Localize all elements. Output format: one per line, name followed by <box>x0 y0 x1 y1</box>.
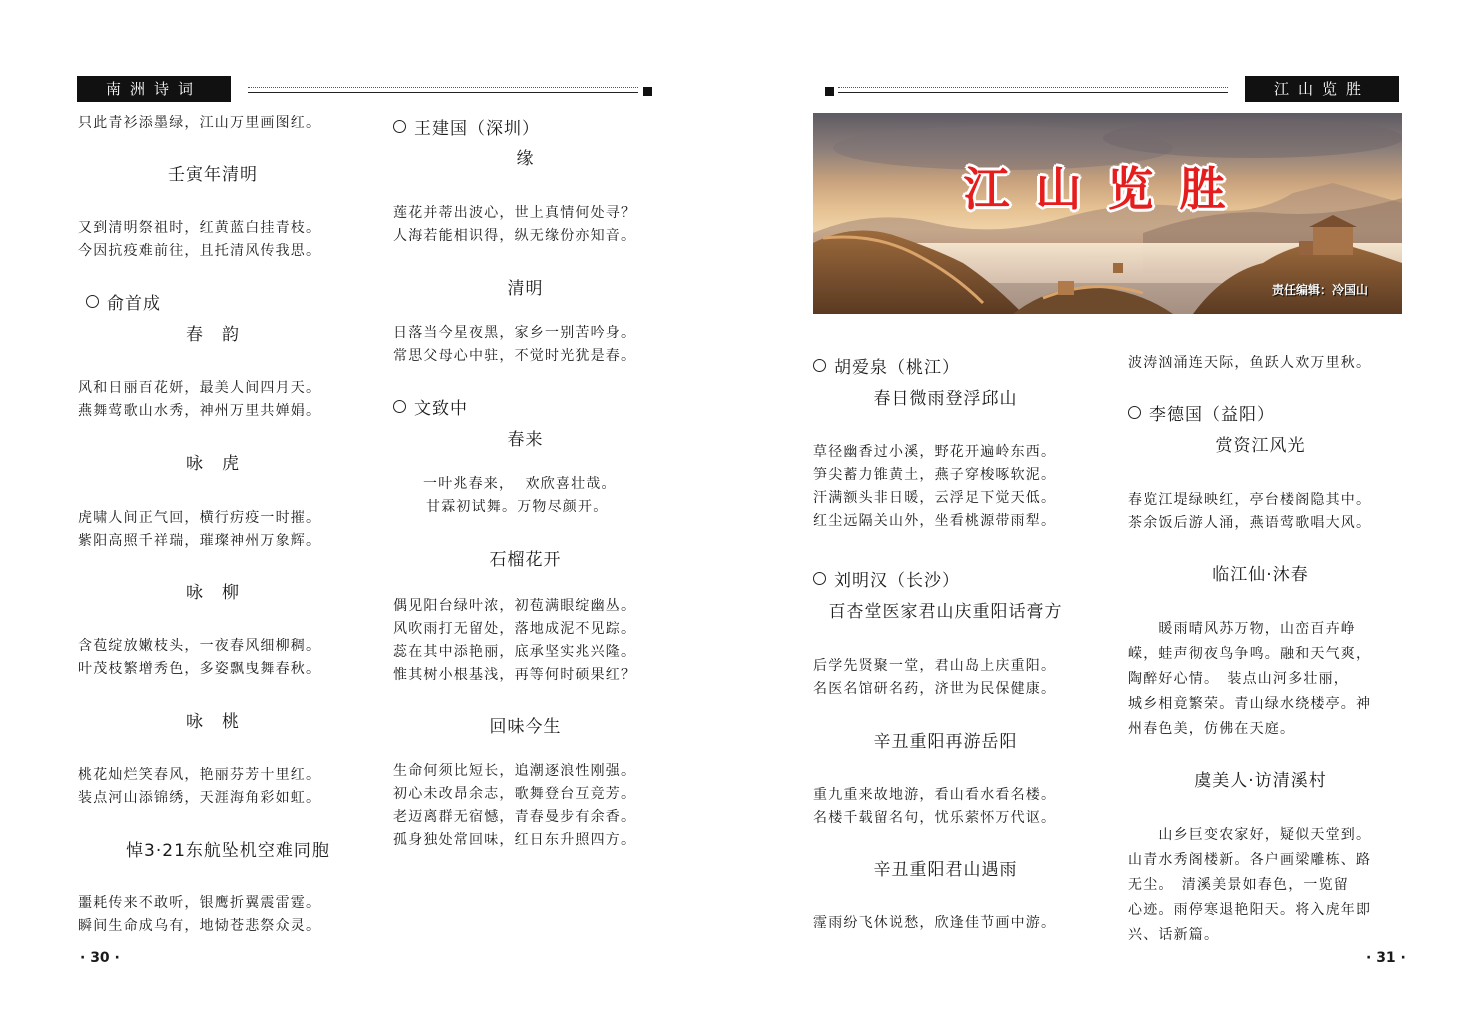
author-line <box>813 353 960 378</box>
author-name: 李德国（益阳） <box>1149 405 1275 425</box>
poem-line: 蕊在其中添艳丽，底承坚实兆兴隆。 <box>393 644 637 660</box>
poem-line: 陶醉好心情。 装点山河多壮丽， <box>1128 671 1349 687</box>
banner-image <box>813 113 1402 314</box>
author-line <box>393 114 540 139</box>
poem-line: 后学先贤聚一堂，君山岛上庆重阳。 <box>813 658 1057 674</box>
poem-title: 咏 桃 <box>186 712 240 732</box>
author-line <box>393 394 468 419</box>
poem-line: 嵘，蛙声彻夜鸟争鸣。融和天气爽， <box>1128 646 1372 662</box>
left-header-dotted-rule <box>248 87 638 88</box>
poem-line: 孤身独处常回味，红日东升照四方。 <box>393 832 637 848</box>
right-header-tag: 江山览胜 <box>1245 76 1399 102</box>
poem-title: 辛丑重阳君山遇雨 <box>873 860 1018 880</box>
poem-title: 咏 柳 <box>186 583 240 603</box>
page-number: · 31 · <box>1366 950 1406 966</box>
poem-line: 燕舞莺歌山水秀，神州万里共婵娟。 <box>78 403 322 419</box>
poem-line: 老迈离群无宿憾，青春曼步有余香。 <box>393 809 637 825</box>
poem-line: 瞬间生命成乌有，地恸苍悲祭众灵。 <box>78 918 322 934</box>
poem-line: 紫阳高照千祥瑞，璀璨神州万象辉。 <box>78 533 322 549</box>
banner-editor-credit: 责任编辑：冷国山 <box>1271 283 1368 297</box>
poem-line: 茶余饭后游人涌，燕语莺歌唱大风。 <box>1128 515 1372 531</box>
poem-line: 今因抗疫难前往，且托清风传我思。 <box>78 243 322 259</box>
author-name: 俞首成 <box>107 294 161 314</box>
circle-bullet-icon <box>86 295 99 308</box>
poem-line: 城乡相竟繁荣。青山绿水绕楼亭。神 <box>1128 696 1372 712</box>
right-header-square <box>825 87 834 96</box>
poem-line: 笋尖蓄力锥黄土，燕子穿梭啄软泥。 <box>813 467 1057 483</box>
poem-line: 红尘远隔关山外，坐看桃源带雨犁。 <box>813 513 1057 529</box>
left-header-rule <box>248 92 638 93</box>
poem-line: 名楼千载留名句，忧乐萦怀万代讴。 <box>813 810 1057 826</box>
poem-title: 缘 <box>516 149 535 169</box>
poem-title: 辛丑重阳再游岳阳 <box>873 732 1018 752</box>
circle-bullet-icon <box>1128 406 1141 419</box>
poem-title: 临江仙·沐春 <box>1212 565 1309 585</box>
poem-line: 常思父母心中驻，不觉时光犹是春。 <box>393 348 637 364</box>
poem-line: 噩耗传来不敢听，银鹰折翼震雷霆。 <box>78 895 322 911</box>
poem-line: 生命何须比短长，追潮逐浪性刚强。 <box>393 763 637 779</box>
poem-line: 汗满额头非日暖，云浮足下觉天低。 <box>813 490 1057 506</box>
poem-line: 名医名馆研名药，济世为民保健康。 <box>813 681 1057 697</box>
poem-line: 叶茂枝繁增秀色，多姿飘曳舞春秋。 <box>78 661 322 677</box>
poem-title: 春来 <box>507 430 544 450</box>
circle-bullet-icon <box>813 572 826 585</box>
poem-line: 春览江堤绿映红，亭台楼阁隐其中。 <box>1128 492 1372 508</box>
author-name: 刘明汉（长沙） <box>834 571 960 591</box>
poem-line: 州春色美，仿佛在天庭。 <box>1128 721 1296 737</box>
poem-title: 回味今生 <box>489 717 562 737</box>
poem-line: 莲花并蒂出波心，世上真情何处寻？ <box>393 205 637 221</box>
poem-line: 甘霖初试舞。万物尽颜开。 <box>426 499 609 515</box>
poem-line: 霪雨纷飞休说愁，欣逢佳节画中游。 <box>813 915 1057 931</box>
poem-line: 兴、话新篇。 <box>1128 927 1220 943</box>
author-line <box>86 289 161 314</box>
poem-title: 虞美人·访清溪村 <box>1194 771 1327 791</box>
poem-line: 含苞绽放嫩枝头，一夜春风细柳稠。 <box>78 638 322 654</box>
poem-line: 桃花灿烂笑春风，艳丽芬芳十里红。 <box>78 767 322 783</box>
poem-line: 无尘。 清溪美景如春色，一览留 <box>1128 877 1349 893</box>
poem-line: 风吹雨打无留处，落地成泥不见踪。 <box>393 621 637 637</box>
poem-title: 壬寅年清明 <box>168 165 258 185</box>
poem-title: 石榴花开 <box>489 550 562 570</box>
poem-line: 重九重来故地游，看山看水看名楼。 <box>813 787 1057 803</box>
poem-line: 惟其树小根基浅，再等何时硕果红？ <box>393 667 637 683</box>
author-name: 王建国（深圳） <box>414 119 540 139</box>
circle-bullet-icon <box>393 400 406 413</box>
poem-title: 春 韵 <box>186 325 240 345</box>
poem-title: 赏资江风光 <box>1215 436 1306 456</box>
poem-line: 草径幽香过小溪，野花开遍岭东西。 <box>813 444 1057 460</box>
poem-line: 山乡巨变农家好，疑似天堂到。 <box>1128 827 1372 843</box>
poem-title: 百杏堂医家君山庆重阳话膏方 <box>828 602 1063 622</box>
poem-line: 一叶兆春来， 欢欣喜壮哉。 <box>423 476 617 492</box>
author-name: 文致中 <box>414 399 468 419</box>
poem-line: 日落当今星夜黑，家乡一别苦吟身。 <box>393 325 637 341</box>
poem-line: 人海若能相识得，纵无缘份亦知音。 <box>393 228 637 244</box>
poem-line: 偶见阳台绿叶浓，初苞满眼绽幽丛。 <box>393 598 637 614</box>
banner-title: 江山览胜 <box>963 162 1252 216</box>
poem-title: 悼3·21东航坠机空难同胞 <box>126 841 330 861</box>
poem-line: 虎啸人间正气回，横行疠疫一时摧。 <box>78 510 322 526</box>
circle-bullet-icon <box>813 359 826 372</box>
poem-line: 心迹。雨停寒退艳阳天。将入虎年即 <box>1128 902 1372 918</box>
poem-title: 咏 虎 <box>186 454 240 474</box>
poem-line: 装点河山添锦绣，天涯海角彩如虹。 <box>78 790 322 806</box>
poem-line: 又到清明祭祖时，红黄蓝白挂青枝。 <box>78 220 322 236</box>
right-header-dotted-rule <box>838 87 1228 88</box>
circle-bullet-icon <box>393 120 406 133</box>
poem-line: 山青水秀阁楼新。各户画梁雕栋、路 <box>1128 852 1372 868</box>
poem-title: 清明 <box>507 279 544 299</box>
right-header-rule <box>838 92 1228 93</box>
poem-line: 初心未改昂余志，歌舞登台互竞芳。 <box>393 786 637 802</box>
page-number: · 30 · <box>80 950 120 966</box>
left-header-tag: 南洲诗词 <box>77 76 231 102</box>
author-line <box>813 566 960 591</box>
author-name: 胡爱泉（桃江） <box>834 358 960 378</box>
poem-line: 只此青衫添墨绿，江山万里画图红。 <box>78 115 322 131</box>
author-line <box>1128 400 1275 425</box>
left-header-square <box>643 87 652 96</box>
poem-line: 风和日丽百花妍，最美人间四月天。 <box>78 380 322 396</box>
poem-line: 暖雨晴风苏万物，山峦百卉峥 <box>1128 621 1356 637</box>
poem-line: 波涛汹涌连天际，鱼跃人欢万里秋。 <box>1128 355 1372 371</box>
poem-title: 春日微雨登浮邱山 <box>873 389 1018 409</box>
